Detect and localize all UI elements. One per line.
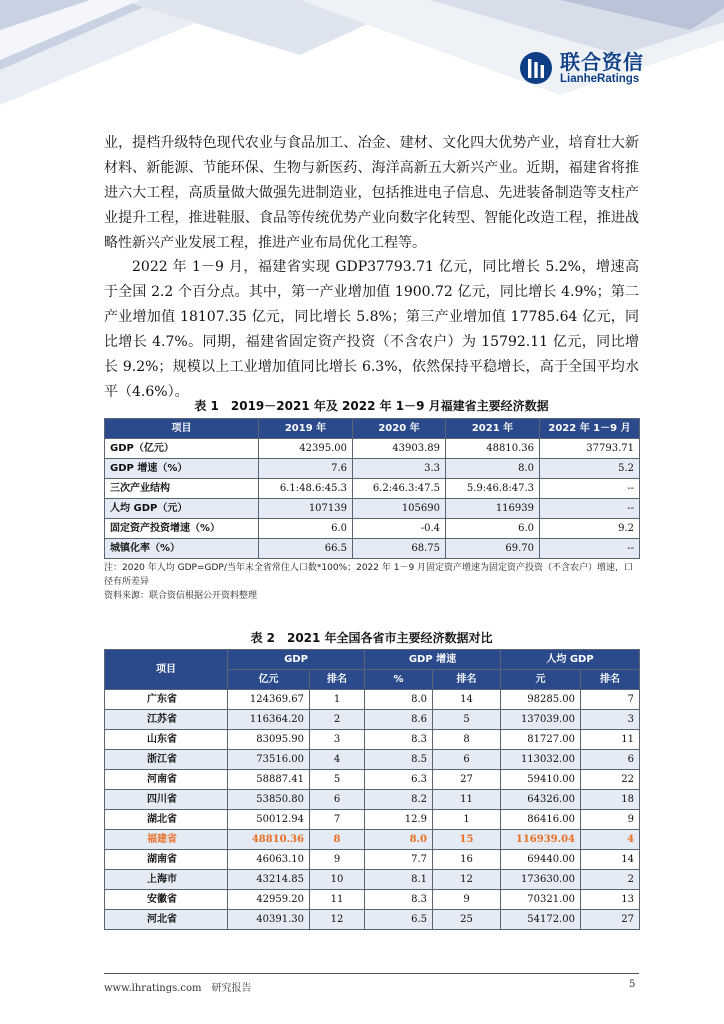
table-cell: 105690 [353, 499, 446, 519]
table-cell: 43214.85 [228, 870, 310, 890]
table-cell-label: 浙江省 [105, 750, 228, 770]
paragraph-industry [104, 131, 639, 256]
table-cell: 98285.00 [501, 690, 581, 710]
table-row [105, 439, 640, 459]
paragraph-text: 2022 年 1－9 月，福建省实现 GDP37793.71 亿元，同比增长 5.2%，增速高于全国 2.2 个百分点。其中，第一产业增加值 1900.72 亿元，同比增长 4.9%；第二产业增加值 18107.35 亿元，同比增长 5.8%；第三产业增加值 17785.64 亿元，同比增长 4.7%。同期，福建省固定资产投资（不含农户）为 15792.11 亿元，同比增长 9.2%；规模以上工业增加值同比增长 6.3%，依然保持平稳增长，高于全国平均水平（4.6%）。 [104, 259, 639, 400]
table-cell: 3.3 [353, 459, 446, 479]
table-cell: -- [540, 479, 640, 499]
table-cell: 8.1 [365, 870, 433, 890]
table1-header-row [105, 419, 640, 439]
header-banner [0, 0, 724, 120]
table2-subheader-cell: 排名 [310, 670, 365, 690]
table-cell: 48810.36 [228, 830, 310, 850]
table-cell: 116939 [446, 499, 540, 519]
table-cell: 12 [433, 870, 501, 890]
table-cell: 1 [433, 810, 501, 830]
table-cell: 10 [310, 870, 365, 890]
table-cell-label: 人均 GDP（元） [105, 499, 259, 519]
logo-chinese-name: 联合资信 [560, 49, 644, 74]
lianhe-logo-icon [518, 50, 554, 86]
table-cell-label: 四川省 [105, 790, 228, 810]
table-row [105, 479, 640, 499]
table-cell: 6 [433, 750, 501, 770]
table-row [105, 830, 640, 850]
table-cell: 6.0 [259, 519, 353, 539]
table-cell: 1 [310, 690, 365, 710]
table-cell: 9.2 [540, 519, 640, 539]
table-cell: 6.5 [365, 910, 433, 930]
table-cell: 8.5 [365, 750, 433, 770]
table-cell: 50012.94 [228, 810, 310, 830]
table-cell-label: 安徽省 [105, 890, 228, 910]
table2-subheader-cell: 排名 [433, 670, 501, 690]
table-cell: 53850.80 [228, 790, 310, 810]
table-cell: 14 [433, 690, 501, 710]
table-cell: 12 [310, 910, 365, 930]
table1-header-cell: 2019 年 [259, 419, 353, 439]
table-cell: 14 [581, 850, 640, 870]
table-cell: 2 [310, 710, 365, 730]
table-cell: 3 [310, 730, 365, 750]
table-cell-label: 山东省 [105, 730, 228, 750]
table-row [105, 910, 640, 930]
table-row [105, 790, 640, 810]
table-cell: 83095.90 [228, 730, 310, 750]
table-cell: 64326.00 [501, 790, 581, 810]
table2-caption: 表 2 2021 年全国各省市主要经济数据对比 [250, 631, 493, 645]
table-cell: 69440.00 [501, 850, 581, 870]
table-cell: 2 [581, 870, 640, 890]
table-cell-label: 固定资产投资增速（%） [105, 519, 259, 539]
table-cell: 46063.10 [228, 850, 310, 870]
table2-header-group: GDP [228, 650, 365, 670]
table-cell: 4 [581, 830, 640, 850]
table-row [105, 770, 640, 790]
table-cell: 6.1:48.6:45.3 [259, 479, 353, 499]
table-cell: 113032.00 [501, 750, 581, 770]
table2-subheader-cell: 元 [501, 670, 581, 690]
table-row [105, 870, 640, 890]
table2-header-group: GDP 增速 [365, 650, 501, 670]
table-cell: 8.2 [365, 790, 433, 810]
table-row [105, 499, 640, 519]
table-cell: 3 [581, 710, 640, 730]
table-row [105, 890, 640, 910]
table-cell-label: 上海市 [105, 870, 228, 890]
table-cell: 42959.20 [228, 890, 310, 910]
table-cell-label: 河北省 [105, 910, 228, 930]
table-cell: 7 [310, 810, 365, 830]
table-cell: 58887.41 [228, 770, 310, 790]
table1-source: 资料来源：联合资信根据公开资料整理 [104, 591, 258, 601]
table-cell: 66.5 [259, 539, 353, 559]
table-row [105, 750, 640, 770]
table-cell-label: 江苏省 [105, 710, 228, 730]
table-cell: 54172.00 [501, 910, 581, 930]
table-row [105, 690, 640, 710]
table-cell: 16 [433, 850, 501, 870]
table-cell: 9 [581, 810, 640, 830]
footer-divider [104, 973, 639, 974]
table-cell: -0.4 [353, 519, 446, 539]
table1-notes [104, 561, 639, 603]
table-cell: 4 [310, 750, 365, 770]
table-cell: 5 [310, 770, 365, 790]
table1-fujian-economy [104, 418, 640, 559]
table-row [105, 539, 640, 559]
table-cell: 69.70 [446, 539, 540, 559]
table-cell: 81727.00 [501, 730, 581, 750]
table-cell: 6.3 [365, 770, 433, 790]
table-cell: 59410.00 [501, 770, 581, 790]
table-cell-label: 湖南省 [105, 850, 228, 870]
table-cell: 7.7 [365, 850, 433, 870]
table-cell-label: GDP（亿元） [105, 439, 259, 459]
table-cell: 9 [310, 850, 365, 870]
table-cell: 86416.00 [501, 810, 581, 830]
table-cell: 8.6 [365, 710, 433, 730]
table-row [105, 459, 640, 479]
table-row [105, 810, 640, 830]
table-cell: 13 [581, 890, 640, 910]
table-cell-label: 福建省 [105, 830, 228, 850]
table-cell-label: 广东省 [105, 690, 228, 710]
table-cell: 42395.00 [259, 439, 353, 459]
table-cell: 12.9 [365, 810, 433, 830]
logo-english-name: LianheRatings [560, 72, 640, 85]
table-cell: 43903.89 [353, 439, 446, 459]
table-cell: 73516.00 [228, 750, 310, 770]
table-cell: 116364.20 [228, 710, 310, 730]
table-cell: 5.9:46.8:47.3 [446, 479, 540, 499]
table-cell-label: GDP 增速（%） [105, 459, 259, 479]
table-cell: 173630.00 [501, 870, 581, 890]
page-number: 5 [629, 979, 636, 990]
table-cell: 8 [433, 730, 501, 750]
table-row [105, 730, 640, 750]
table1-caption: 表 1 2019－2021 年及 2022 年 1－9 月福建省主要经济数据 [194, 399, 549, 413]
table-cell: 107139 [259, 499, 353, 519]
table-cell: 15 [433, 830, 501, 850]
table2-subheader-cell: 排名 [581, 670, 640, 690]
table-cell: 8.3 [365, 730, 433, 750]
table-cell: 7 [581, 690, 640, 710]
table-cell-label: 城镇化率（%） [105, 539, 259, 559]
table-cell: -- [540, 499, 640, 519]
table-cell: 8.0 [365, 830, 433, 850]
table-cell: 8.3 [365, 890, 433, 910]
table-cell: 116939.04 [501, 830, 581, 850]
paragraph-economy [104, 255, 639, 405]
table-cell: 48810.36 [446, 439, 540, 459]
table-cell: 5.2 [540, 459, 640, 479]
table-cell: 25 [433, 910, 501, 930]
table-cell: 9 [433, 890, 501, 910]
table-cell: 37793.71 [540, 439, 640, 459]
table-cell: 27 [581, 910, 640, 930]
table2-subheader-cell: 亿元 [228, 670, 310, 690]
table-cell: 18 [581, 790, 640, 810]
table-cell: 11 [433, 790, 501, 810]
table-cell: 5 [433, 710, 501, 730]
table-cell: 68.75 [353, 539, 446, 559]
paragraph-text: 业，提档升级特色现代农业与食品加工、冶金、建材、文化四大优势产业，培育壮大新材料、新能源、节能环保、生物与新医药、海洋高新五大新兴产业。近期，福建省将推进六大工程，高质量做大做强先进制造业，包括推进电子信息、先进装备制造等支柱产业提升工程，推进鞋服、食品等传统优势产业向数字化转型、智能化改造工程，推进战略性新兴产业发展工程，推进产业布局优化工程等。 [104, 135, 639, 251]
table-row [105, 519, 640, 539]
table2-header-group: 人均 GDP [501, 650, 640, 670]
table-cell: 137039.00 [501, 710, 581, 730]
table-cell: 8.0 [446, 459, 540, 479]
table1-note: 注：2020 年人均 GDP=GDP/当年末全省常住人口数*100%；2022 年 1－9 月固定资产增速为固定资产投资（不含农户）增速，口径有所差异 [104, 563, 634, 587]
table-cell: 11 [581, 730, 640, 750]
table2-subheader-cell: % [365, 670, 433, 690]
table-cell: 6 [581, 750, 640, 770]
company-logo [518, 50, 644, 86]
table-row [105, 850, 640, 870]
table-cell-label: 河南省 [105, 770, 228, 790]
footer-site: www.lhratings.com 研究报告 [104, 983, 252, 994]
table2-province-comparison [104, 649, 640, 930]
table-cell: 7.6 [259, 459, 353, 479]
table-cell: 6 [310, 790, 365, 810]
table-cell-label: 三次产业结构 [105, 479, 259, 499]
table-cell: 11 [310, 890, 365, 910]
table1-header-cell: 2021 年 [446, 419, 540, 439]
table1-header-cell: 2022 年 1－9 月 [540, 419, 640, 439]
table-cell: 8 [310, 830, 365, 850]
table-cell: 40391.30 [228, 910, 310, 930]
table-cell-label: 湖北省 [105, 810, 228, 830]
table2-header-item: 项目 [105, 650, 228, 690]
table-cell: 8.0 [365, 690, 433, 710]
table-cell: 70321.00 [501, 890, 581, 910]
table-cell: 124369.67 [228, 690, 310, 710]
table-cell: 27 [433, 770, 501, 790]
table-cell: 6.0 [446, 519, 540, 539]
table-cell: 6.2:46.3:47.5 [353, 479, 446, 499]
table-row [105, 710, 640, 730]
table-cell: 22 [581, 770, 640, 790]
table1-header-cell: 2020 年 [353, 419, 446, 439]
table1-header-cell: 项目 [105, 419, 259, 439]
table-cell: -- [540, 539, 640, 559]
table2-body [105, 690, 640, 930]
table2-header-row [105, 650, 640, 670]
